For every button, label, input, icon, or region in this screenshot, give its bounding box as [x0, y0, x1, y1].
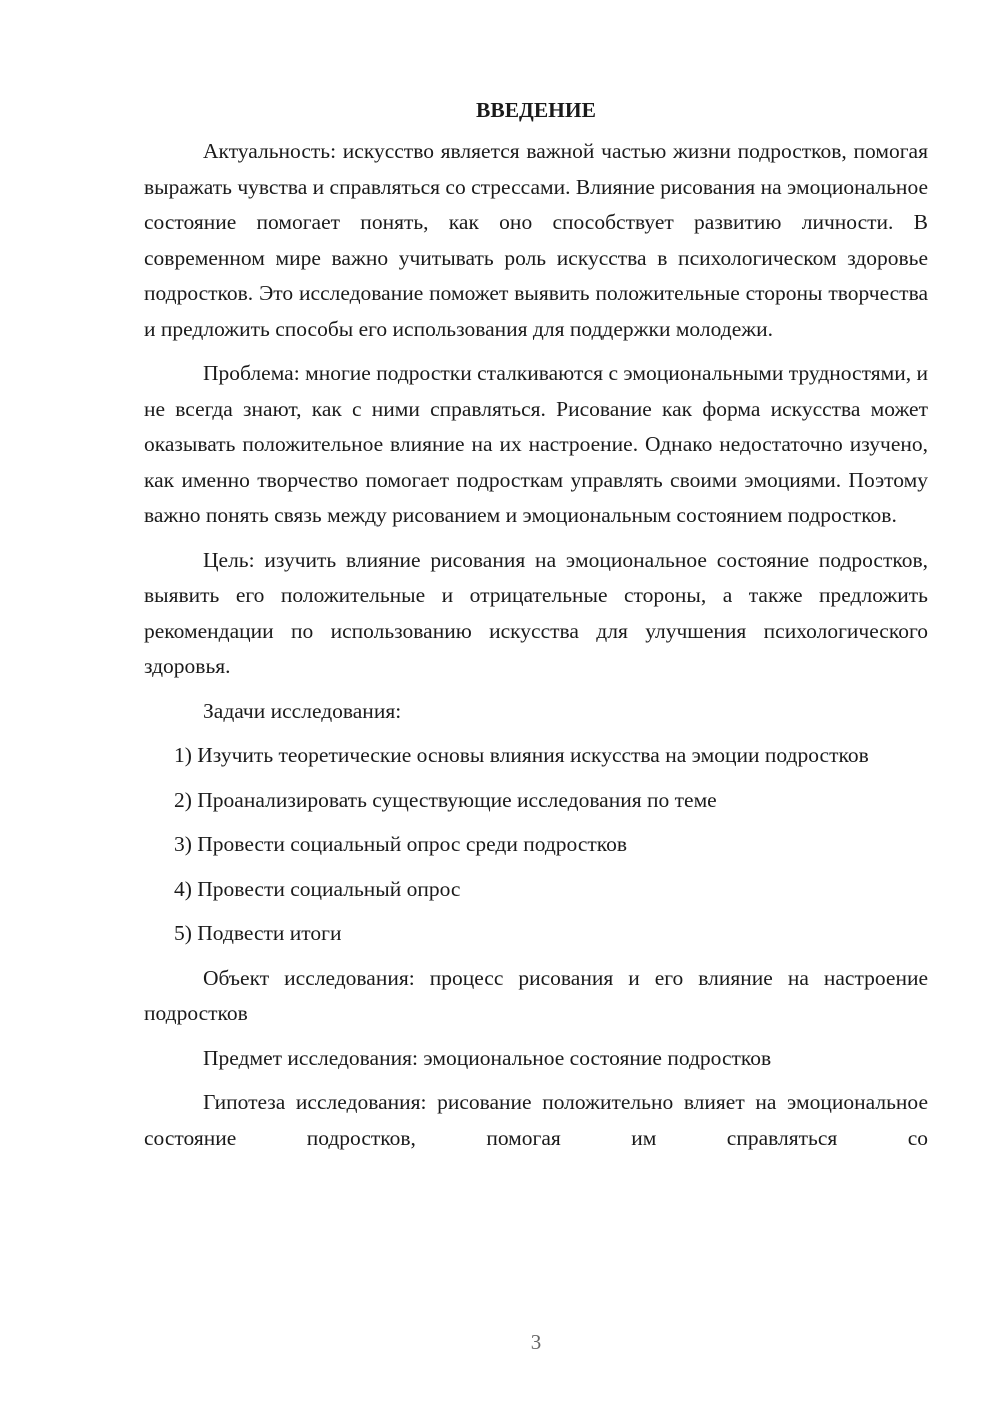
problem-paragraph: Проблема: многие подростки сталкиваются с эмоциональными трудностями, и не всегда знают, как с ними справляться. Рисование как форма искусства может оказывать положительное влияние на их настроение. Однако недостаточно изучено, как именно творчество помогает подросткам управлять своими эмоциями. Поэтому важно понять связь между рисованием и эмоциональным состоянием подростков.: [144, 361, 928, 527]
page-title: ВВЕДЕНИЕ: [476, 98, 596, 122]
goal-paragraph: Цель: изучить влияние рисования на эмоциональное состояние подростков, выявить его положительные и отрицательные стороны, а также предложить рекомендации по использованию искусства для улучшения психологического здоровья.: [144, 547, 928, 678]
task-item: 4) Провести социальный опрос: [174, 876, 461, 901]
object-paragraph: Объект исследования: процесс рисования и его влияние на настроение подростков: [144, 965, 928, 1025]
task-item: 1) Изучить теоретические основы влияния искусства на эмоции подростков: [174, 743, 869, 767]
task-item: 5) Подвести итоги: [174, 921, 342, 945]
subject-paragraph: Предмет исследования: эмоциональное состояние подростков: [203, 1045, 772, 1070]
task-item: 2) Проанализировать существующие исследования по теме: [174, 787, 717, 812]
relevance-paragraph: Актуальность: искусство является важной частью жизни подростков, помогая выражать чувства и справляться со стрессами. Влияние рисования на эмоциональное состояние помогает понять, как оно способствует развитию личности. В современном мире важно учитывать роль искусства в психологическом здоровье подростков. Это исследование поможет выявить положительные стороны творчества и предложить способы его использования для поддержки молодежи.: [144, 139, 928, 341]
page-number: 3: [530, 1330, 542, 1354]
document-page: [144, 92, 928, 1165]
task-item: 3) Провести социальный опрос среди подростков: [174, 832, 628, 856]
hypothesis-paragraph: Гипотеза исследования: рисование положительно влияет на эмоциональное состояние подростков, помогая им справляться со: [144, 1090, 928, 1150]
tasks-title: Задачи исследования:: [203, 698, 402, 723]
